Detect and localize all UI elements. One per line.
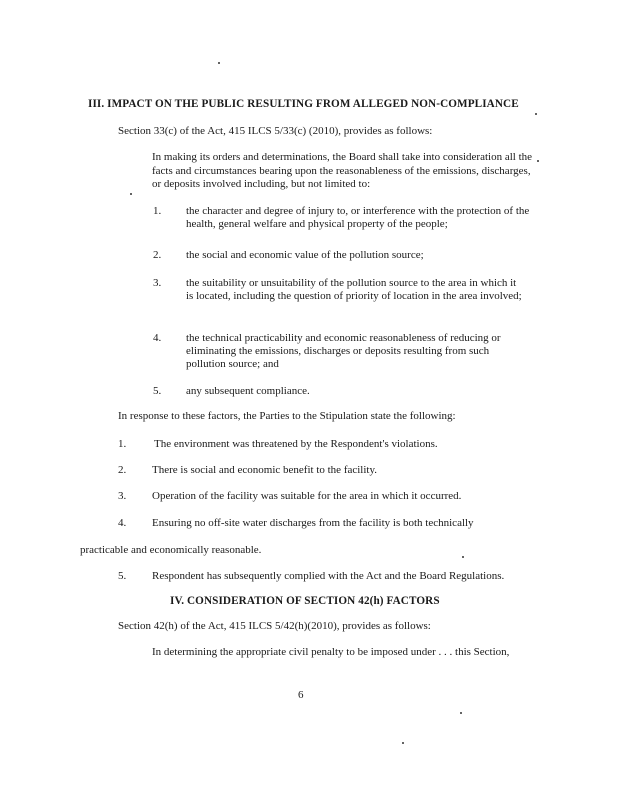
response-text: Operation of the facility was suitable for the area in which it occurred. <box>152 490 462 502</box>
factor-number: 5. <box>153 385 162 397</box>
section-4-intro: Section 42(h) of the Act, 415 ILCS 5/42(h)(2010), provides as follows: <box>118 620 431 632</box>
scan-speck <box>537 160 539 162</box>
factor-number: 2. <box>153 249 162 261</box>
scan-speck <box>460 712 462 714</box>
section-4-heading: IV. CONSIDERATION OF SECTION 42(h) FACTORS <box>170 595 440 607</box>
response-text: The environment was threatened by the Respondent's violations. <box>154 438 438 450</box>
section-3-quote: In making its orders and determinations, the Board shall take into consideration all the facts and circumstances bearing upon the reasonableness of the emissions, discharges, or deposits involved including, but not limited to: <box>152 151 533 190</box>
response-number: 4. <box>118 517 127 529</box>
factor-text: the technical practicability and economic reasonableness of reducing or eliminating the emissions, discharges or deposits resulting from such pollution source; and <box>186 332 501 370</box>
factor-number: 1. <box>153 205 162 217</box>
response-number: 5. <box>118 570 127 582</box>
scan-speck <box>535 113 537 115</box>
response-continuation: practicable and economically reasonable. <box>80 544 262 556</box>
scan-speck <box>218 62 220 64</box>
scan-speck <box>462 556 464 558</box>
scan-speck <box>130 193 132 195</box>
factor-number: 4. <box>153 332 162 344</box>
section-3-intro: Section 33(c) of the Act, 415 ILCS 5/33(c) (2010), provides as follows: <box>118 125 433 137</box>
response-number: 2. <box>118 464 127 476</box>
factor-number: 3. <box>153 277 162 289</box>
response-number: 3. <box>118 490 127 502</box>
page-number: 6 <box>298 689 304 701</box>
scan-speck <box>402 742 404 744</box>
factor-text: the suitability or unsuitability of the pollution source to the area in which it is located, including the question of priority of location in the area involved; <box>186 277 522 302</box>
response-text: There is social and economic benefit to the facility. <box>152 464 378 476</box>
factor-text: the character and degree of injury to, or interference with the protection of the health, general welfare and physical property of the people; <box>186 205 530 230</box>
section-3-heading: III. IMPACT ON THE PUBLIC RESULTING FROM ALLEGED NON-COMPLIANCE <box>88 98 519 110</box>
response-number: 1. <box>118 438 127 450</box>
response-intro: In response to these factors, the Parties to the Stipulation state the following: <box>118 410 456 422</box>
factor-text: the social and economic value of the pollution source; <box>186 249 424 261</box>
response-text: Ensuring no off-site water discharges from the facility is both technically <box>152 517 474 529</box>
response-text: Respondent has subsequently complied with the Act and the Board Regulations. <box>152 570 505 582</box>
section-4-quote: In determining the appropriate civil penalty to be imposed under . . . this Section, <box>152 646 510 658</box>
factor-text: any subsequent compliance. <box>186 385 310 397</box>
